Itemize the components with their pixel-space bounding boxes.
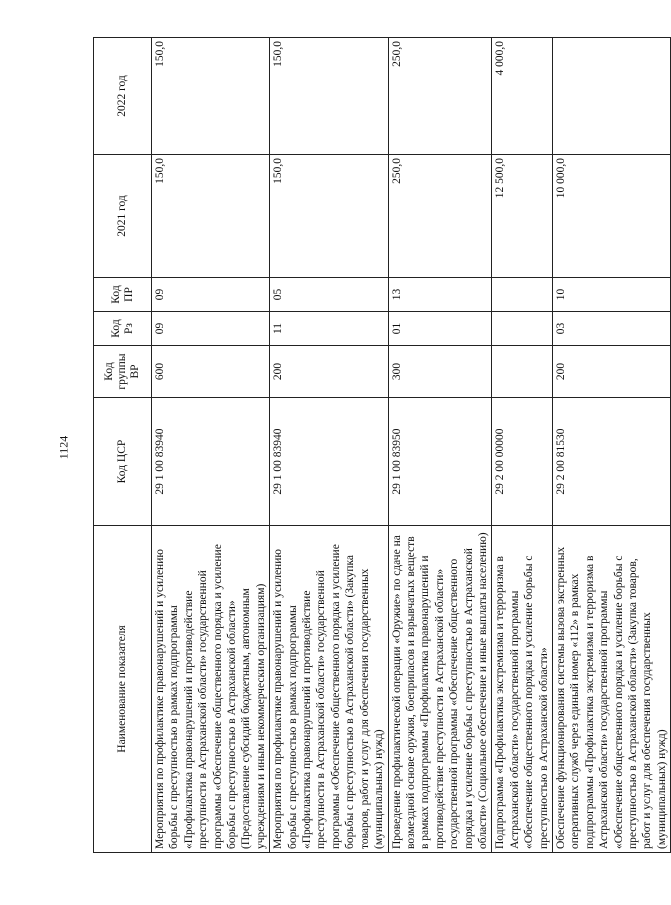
row-name: Подпрограмма «Профилактика экстремизма и терроризма в Астраханской области» государственной программы «Обеспечение общественного порядка и усиление борьбы с преступностью в Астраханской области»	[492, 526, 553, 853]
row-pr: 13	[388, 278, 492, 312]
header-pr: Код ПР	[94, 278, 152, 312]
row-name: Проведение профилактической операции «Оружие» по сдаче на возмездной основе оружия, боеприпасов и взрывчатых веществ в рамках подпрограммы «Профилактика правонарушений и противодействие преступности в Астраханской области» государственной программы «Обеспечение общественного порядка и усиление борьбы с преступностью в Астраханской области» (Социальное обеспечение и иные выплаты населению)	[388, 526, 492, 853]
row-rz: 03	[552, 312, 670, 346]
row-2022: 150,0	[152, 38, 270, 155]
row-csr: 29 1 00 83950	[388, 398, 492, 526]
header-2022: 2022 год	[94, 38, 152, 155]
row-vr: 200	[552, 346, 670, 398]
header-csr: Код ЦСР	[94, 398, 152, 526]
row-vr: 600	[152, 346, 270, 398]
row-name: Мероприятия по профилактике правонарушений и усилению борьбы с преступностью в рамках подпрограммы «Профилактика правонарушений и противодействие преступности в Астраханской области» государственной программы «Обеспечение общественного порядка и усиление борьбы с преступностью в Астраханской области» (Предоставление субсидий бюджетным, автономным учреждениям и иным некоммерческим организациям)	[152, 526, 270, 853]
row-rz: 11	[270, 312, 388, 346]
table-row	[270, 38, 388, 853]
row-vr	[492, 346, 553, 398]
row-2021: 150,0	[152, 155, 270, 278]
row-pr: 10	[552, 278, 670, 312]
row-2022: 4 000,0	[492, 38, 553, 155]
row-pr	[492, 278, 553, 312]
row-rz: 01	[388, 312, 492, 346]
row-2022	[552, 38, 670, 155]
row-vr: 300	[388, 346, 492, 398]
rotated-table-container	[93, 38, 668, 853]
header-rz: Код Рз	[94, 312, 152, 346]
row-2021: 12 500,0	[492, 155, 553, 278]
row-rz	[492, 312, 553, 346]
page-number: 1124	[56, 435, 71, 460]
row-csr: 29 2 00 81530	[552, 398, 670, 526]
row-pr: 05	[270, 278, 388, 312]
table-row	[388, 38, 492, 853]
row-2022: 250,0	[388, 38, 492, 155]
header-2021: 2021 год	[94, 155, 152, 278]
row-2021: 250,0	[388, 155, 492, 278]
row-csr: 29 2 00 00000	[492, 398, 553, 526]
row-2021: 150,0	[270, 155, 388, 278]
table-row	[552, 38, 670, 853]
table-header-row	[94, 38, 152, 853]
budget-table	[93, 37, 671, 853]
row-pr: 09	[152, 278, 270, 312]
row-csr: 29 1 00 83940	[152, 398, 270, 526]
row-vr: 200	[270, 346, 388, 398]
row-2021: 10 000,0	[552, 155, 670, 278]
table-row	[152, 38, 270, 853]
row-rz: 09	[152, 312, 270, 346]
row-name: Обеспечение функционирования системы вызова экстренных оперативных служб через единый номер «112» в рамках подпрограммы «Профилактика экстремизма и терроризма в Астраханской области» государственной программы «Обеспечение общественного порядка и усиление борьбы с преступностью в Астраханской области» (Закупка товаров, работ и услуг для обеспечения государственных (муниципальных) нужд)	[552, 526, 670, 853]
table-row	[492, 38, 553, 853]
header-name: Наименование показателя	[94, 526, 152, 853]
row-csr: 29 1 00 83940	[270, 398, 388, 526]
header-vr: Код группы ВР	[94, 346, 152, 398]
row-2022: 150,0	[270, 38, 388, 155]
row-name: Мероприятия по профилактике правонарушений и усилению борьбы с преступностью в рамках подпрограммы «Профилактика правонарушений и противодействие преступности в Астраханской области» государственной программы «Обеспечение общественного порядка и усиление борьбы с преступностью в Астраханской области» (Закупка товаров, работ и услуг для обеспечения государственных (муниципальных) нужд)	[270, 526, 388, 853]
